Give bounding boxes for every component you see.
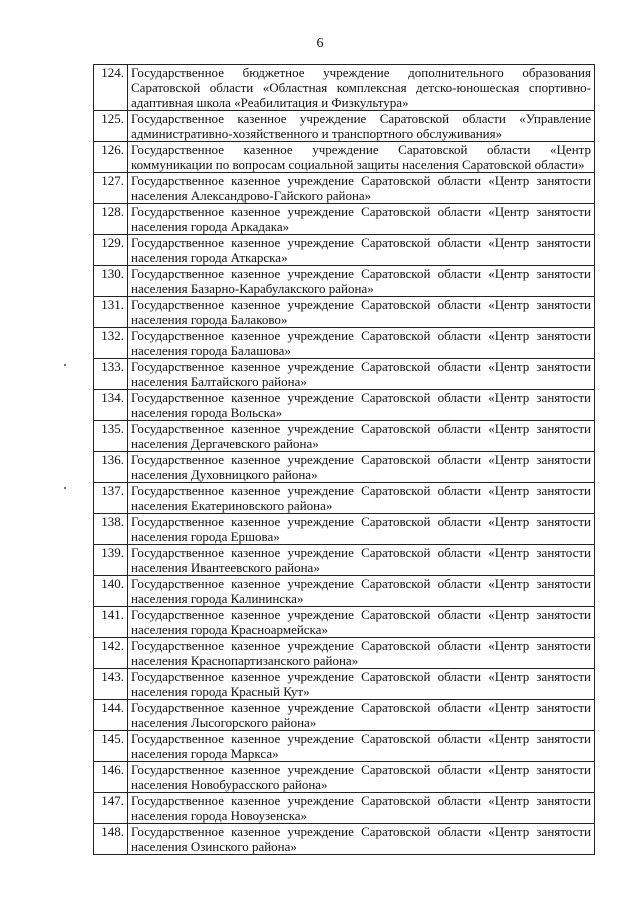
table-row (94, 514, 595, 545)
organization-name-line: Государственное казенное учреждение Саратовской области «Центр занятости (131, 204, 591, 219)
row-number: 127. (94, 173, 128, 204)
organization-name-cell (128, 204, 595, 235)
organization-name-line: Государственное казенное учреждение Саратовской области «Центр занятости (131, 173, 591, 188)
organization-name-cell (128, 824, 595, 855)
page-number: 6 (316, 36, 324, 51)
table-row (94, 65, 595, 111)
row-number: 139. (94, 545, 128, 576)
row-number: 133. (94, 359, 128, 390)
organization-name-line: населения города Балаково» (131, 312, 288, 327)
table-row (94, 452, 595, 483)
row-number: 128. (94, 204, 128, 235)
organization-name-line: населения города Балашова» (131, 343, 291, 358)
organization-name-line: Государственное казенное учреждение Саратовской области «Центр занятости (131, 700, 591, 715)
row-number: 138. (94, 514, 128, 545)
organization-name-cell (128, 421, 595, 452)
organization-name-line: населения Лысогорского района» (131, 715, 317, 730)
row-number: 132. (94, 328, 128, 359)
organization-name-cell (128, 452, 595, 483)
table-row (94, 266, 595, 297)
organization-name-cell (128, 793, 595, 824)
row-number: 141. (94, 607, 128, 638)
organization-name-cell (128, 111, 595, 142)
organization-name-cell (128, 328, 595, 359)
organization-name-cell (128, 545, 595, 576)
row-number: 145. (94, 731, 128, 762)
organization-name-line: Государственное казенное учреждение Саратовской области «Центр занятости (131, 359, 591, 374)
organization-name-line: Государственное казенное учреждение Саратовской области «Центр занятости (131, 483, 591, 498)
table-row (94, 762, 595, 793)
table-row (94, 483, 595, 514)
organization-name-line: Государственное казенное учреждение Саратовской области «Центр занятости (131, 793, 591, 808)
table-row (94, 421, 595, 452)
row-number: 134. (94, 390, 128, 421)
organization-name-line: Государственное казенное учреждение Саратовской области «Центр занятости (131, 514, 591, 529)
organization-name-line: Государственное казенное учреждение Саратовской области «Центр занятости (131, 576, 591, 591)
row-number: 124. (94, 65, 128, 111)
organization-name-line: населения Екатериновского района» (131, 498, 333, 513)
organization-name-line: населения Краснопартизанского района» (131, 653, 359, 668)
organization-name-line: Государственное казенное учреждение Саратовской области «Центр занятости (131, 266, 591, 281)
table-row (94, 576, 595, 607)
organization-name-line: населения города Ершова» (131, 529, 280, 544)
table-row (94, 793, 595, 824)
organization-name-line: населения Балтайского района» (131, 374, 307, 389)
organization-name-line: населения города Вольска» (131, 405, 283, 420)
row-number: 142. (94, 638, 128, 669)
scan-artifact-dot (64, 364, 66, 366)
organization-name-line: населения Духовницкого района» (131, 467, 318, 482)
organization-name-cell (128, 638, 595, 669)
organization-name-line: Государственное бюджетное учреждение дополнительного образования (131, 65, 591, 80)
organization-name-cell (128, 297, 595, 328)
organization-name-cell (128, 700, 595, 731)
organization-name-line: населения Озинского района» (131, 839, 297, 854)
row-number: 147. (94, 793, 128, 824)
organization-name-line: Государственное казенное учреждение Саратовской области «Центр занятости (131, 669, 591, 684)
table-row (94, 700, 595, 731)
organization-name-line: населения города Калининска» (131, 591, 304, 606)
table-row (94, 173, 595, 204)
organization-name-line: Государственное казенное учреждение Саратовской области «Центр занятости (131, 328, 591, 343)
organization-name-line: населения города Красноармейска» (131, 622, 328, 637)
organization-name-cell (128, 576, 595, 607)
row-number: 130. (94, 266, 128, 297)
organization-name-cell (128, 173, 595, 204)
organization-name-line: населения города Красный Кут» (131, 684, 310, 699)
row-number: 125. (94, 111, 128, 142)
organizations-table-body (94, 65, 595, 855)
row-number: 137. (94, 483, 128, 514)
table-row (94, 390, 595, 421)
organization-name-line: Государственное казенное учреждение Саратовской области «Центр (131, 142, 591, 157)
organization-name-line: населения Ивантеевского района» (131, 560, 320, 575)
organization-name-line: населения города Маркса» (131, 746, 279, 761)
organization-name-line: Государственное казенное учреждение Саратовской области «Центр занятости (131, 731, 591, 746)
row-number: 131. (94, 297, 128, 328)
table-row (94, 359, 595, 390)
organization-name-line: населения Александрово-Гайского района» (131, 188, 372, 203)
organization-name-cell (128, 359, 595, 390)
organization-name-cell (128, 483, 595, 514)
organization-name-cell (128, 731, 595, 762)
organization-name-line: Государственное казенное учреждение Саратовской области «Центр занятости (131, 762, 591, 777)
table-row (94, 669, 595, 700)
organization-name-cell (128, 669, 595, 700)
table-row (94, 607, 595, 638)
organization-name-line: Государственное казенное учреждение Саратовской области «Управление (131, 111, 591, 126)
organization-name-line: коммуникации по вопросам социальной защиты населения Саратовской области» (131, 157, 585, 172)
scan-artifact-dot (64, 487, 66, 489)
organization-name-line: Государственное казенное учреждение Саратовской области «Центр занятости (131, 297, 591, 312)
organization-name-cell (128, 514, 595, 545)
table-row (94, 204, 595, 235)
organization-name-line: Государственное казенное учреждение Саратовской области «Центр занятости (131, 235, 591, 250)
organization-name-line: населения Дергачевского района» (131, 436, 319, 451)
organization-name-line: населения города Новоузенска» (131, 808, 308, 823)
organizations-table (93, 64, 595, 855)
organization-name-cell (128, 235, 595, 266)
organization-name-cell (128, 65, 595, 111)
organization-name-cell (128, 142, 595, 173)
organization-name-cell (128, 266, 595, 297)
row-number: 135. (94, 421, 128, 452)
organization-name-line: населения Новобурасского района» (131, 777, 328, 792)
table-row (94, 545, 595, 576)
table-row (94, 638, 595, 669)
organization-name-line: Саратовской области «Областная комплексная детско-юношеская спортивно- (131, 80, 591, 95)
row-number: 140. (94, 576, 128, 607)
organization-name-cell (128, 390, 595, 421)
organization-name-line: Государственное казенное учреждение Саратовской области «Центр занятости (131, 452, 591, 467)
organization-name-cell (128, 607, 595, 638)
table-row (94, 142, 595, 173)
table-row (94, 297, 595, 328)
row-number: 129. (94, 235, 128, 266)
organization-name-line: Государственное казенное учреждение Саратовской области «Центр занятости (131, 421, 591, 436)
organization-name-line: населения города Аткарска» (131, 250, 288, 265)
organization-name-line: Государственное казенное учреждение Саратовской области «Центр занятости (131, 545, 591, 560)
table-row (94, 731, 595, 762)
organization-name-line: Государственное казенное учреждение Саратовской области «Центр занятости (131, 824, 591, 839)
row-number: 146. (94, 762, 128, 793)
organization-name-line: Государственное казенное учреждение Саратовской области «Центр занятости (131, 607, 591, 622)
row-number: 144. (94, 700, 128, 731)
organization-name-line: Государственное казенное учреждение Саратовской области «Центр занятости (131, 638, 591, 653)
organization-name-line: Государственное казенное учреждение Саратовской области «Центр занятости (131, 390, 591, 405)
table-row (94, 235, 595, 266)
table-row (94, 328, 595, 359)
organization-name-cell (128, 762, 595, 793)
table-row (94, 111, 595, 142)
row-number: 143. (94, 669, 128, 700)
organization-name-line: населения города Аркадака» (131, 219, 290, 234)
organization-name-line: населения Базарно-Карабулакского района» (131, 281, 374, 296)
organization-name-line: административно-хозяйственного и транспортного обслуживания» (131, 126, 503, 141)
organization-name-line: адаптивная школа «Реабилитация и Физкультура» (131, 95, 409, 110)
row-number: 126. (94, 142, 128, 173)
row-number: 136. (94, 452, 128, 483)
table-row (94, 824, 595, 855)
row-number: 148. (94, 824, 128, 855)
